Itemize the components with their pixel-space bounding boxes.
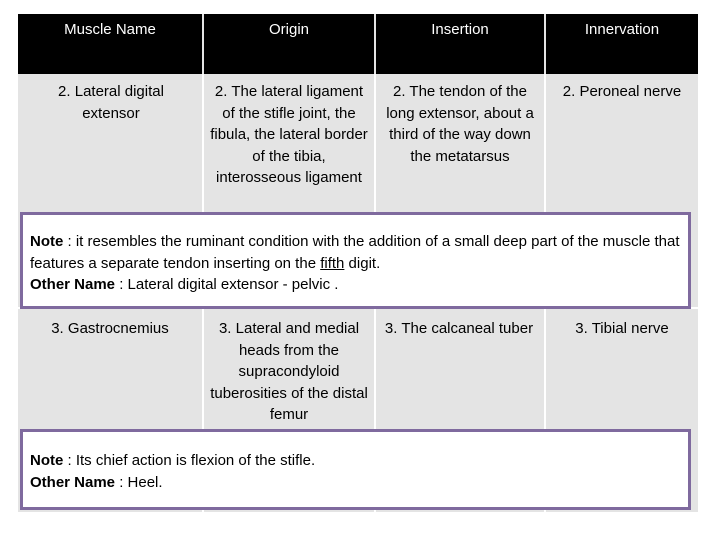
row-2-innervation: 3. Tibial nerve xyxy=(575,320,669,337)
header-origin: Origin xyxy=(204,14,374,74)
row-2-muscle: 3. Gastrocnemius xyxy=(51,320,169,337)
note-box-gastrocnemius xyxy=(20,429,691,510)
row-2-origin: 3. Lateral and medial heads from the supracondyloid tuberosities of the distal femur xyxy=(210,320,368,423)
row-1-insertion: 2. The tendon of the long extensor, about a third of the way down the metatarsus xyxy=(386,83,534,165)
note-line: Note : it resembles the ruminant condition with the addition of a small deep part of the muscle that features a separate tendon inserting on the fifth digit. xyxy=(30,233,680,272)
note-line: Note : Its chief action is flexion of the stifle. xyxy=(30,452,316,469)
other-name-line: Other Name : Heel. xyxy=(30,473,163,491)
header-innervation: Innervation xyxy=(546,14,698,74)
row-1-innervation: 2. Peroneal nerve xyxy=(562,83,682,100)
note-box-lateral-digital-extensor xyxy=(20,212,691,309)
header-muscle-name: Muscle Name xyxy=(18,14,202,74)
row-1-origin: 2. The lateral ligament of the stifle joint, the fibula, the lateral border of the tibia, interosseous ligament xyxy=(210,83,368,186)
row-1-muscle: 2. Lateral digital extensor xyxy=(58,83,164,122)
row-2-insertion: 3. The calcaneal tuber xyxy=(384,320,534,337)
header-insertion: Insertion xyxy=(376,14,544,74)
other-name-line: Other Name : Lateral digital extensor - pelvic . xyxy=(30,276,339,293)
